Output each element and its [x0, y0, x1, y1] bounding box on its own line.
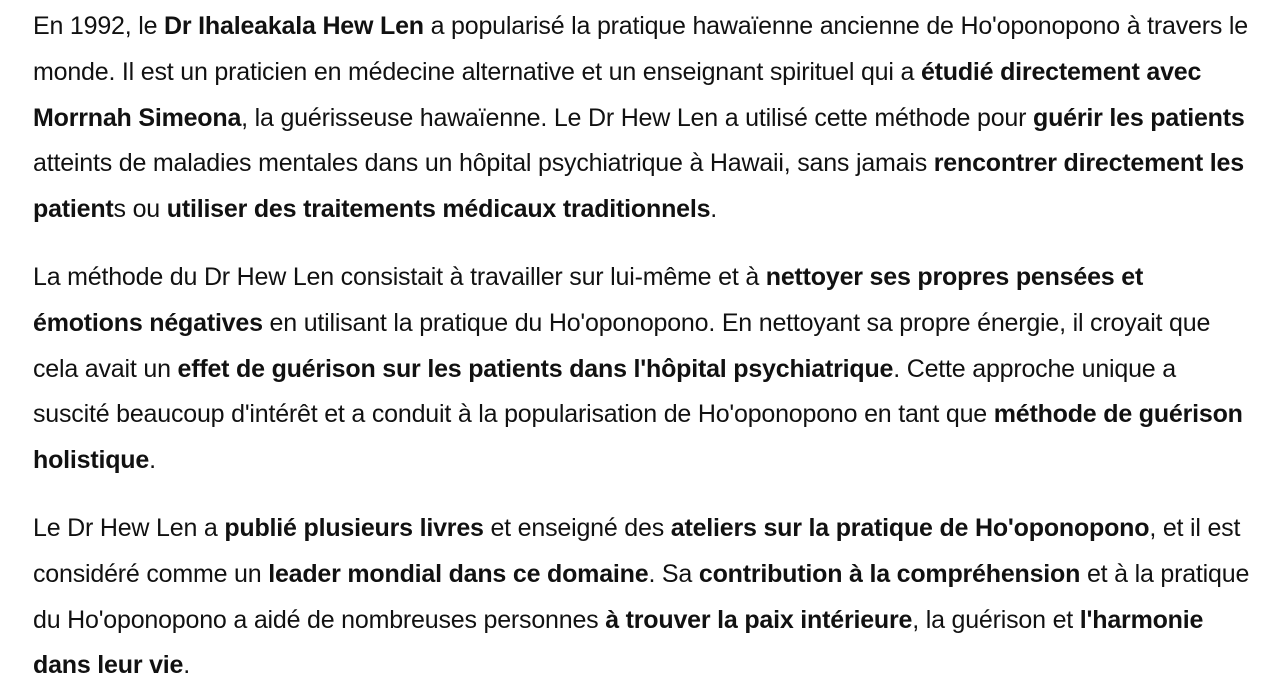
paragraph-hew-len-legacy — [33, 506, 1258, 689]
text-segment: . — [149, 446, 156, 475]
bold-segment: rencontrer directement les patient — [33, 149, 1244, 224]
bold-segment: utiliser des traitements médicaux traditionnels — [166, 195, 711, 224]
paragraph-hew-len-method — [33, 255, 1258, 484]
text-segment: . Sa — [648, 559, 699, 588]
bold-segment: effet de guérison sur les patients dans l'hôpital psychiatrique — [177, 354, 894, 383]
text-segment: . — [710, 195, 718, 224]
bold-segment: Dr Ihaleakala Hew Len — [164, 12, 424, 40]
text-segment: , la guérisseuse hawaïenne. Le Dr Hew Len a utilisé cette méthode pour — [241, 103, 1033, 132]
bold-segment: nettoyer ses propres pensées et émotions négatives — [33, 262, 1144, 337]
text-segment: et à la pratique du Ho'oponopono a aidé de nombreuses personnes — [33, 559, 1250, 634]
text-segment: en utilisant la pratique du Ho'oponopono. En nettoyant sa propre énergie, il croyait que cela avait un — [33, 308, 1211, 383]
text-segment: et enseigné des — [483, 513, 671, 542]
text-segment: . — [183, 651, 190, 680]
text-segment: La méthode du Dr Hew Len consistait à travailler sur lui-même et à — [33, 262, 766, 291]
text-segment: . Cette approche unique a suscité beaucoup d'intérêt et a conduit à la popularisation de Ho'oponopono en tant que — [33, 354, 1176, 429]
text-segment: atteints de maladies mentales dans un hôpital psychiatrique à Hawaii, sans jamais — [33, 149, 934, 178]
text-segment: Le Dr Hew Len a — [33, 513, 225, 542]
paragraph-hew-len-intro — [33, 4, 1258, 233]
text-segment: s ou — [113, 195, 167, 224]
bold-segment: leader mondial dans ce domaine — [268, 559, 649, 588]
bold-segment: ateliers sur la pratique de Ho'oponopono — [670, 513, 1150, 542]
bold-segment: méthode de guérison holistique — [33, 400, 1243, 475]
bold-segment: étudié directement avec Morrnah Simeona — [33, 57, 1202, 132]
bold-segment: guérir les patients — [1033, 103, 1245, 132]
bold-segment: contribution à la compréhension — [698, 559, 1081, 588]
text-segment: a popularisé la pratique hawaïenne ancienne de Ho'oponopono à travers le monde. Il est un praticien en médecine alternative et un enseignant spirituel qui a — [33, 12, 1248, 86]
text-segment: , la guérison et — [912, 605, 1080, 634]
bold-segment: à trouver la paix intérieure — [605, 605, 913, 634]
bold-segment: l'harmonie dans leur vie — [33, 605, 1204, 680]
text-segment: En 1992, le — [33, 12, 165, 40]
text-segment: , et il est considéré comme un — [33, 513, 1241, 588]
bold-segment: publié plusieurs livres — [224, 513, 484, 542]
